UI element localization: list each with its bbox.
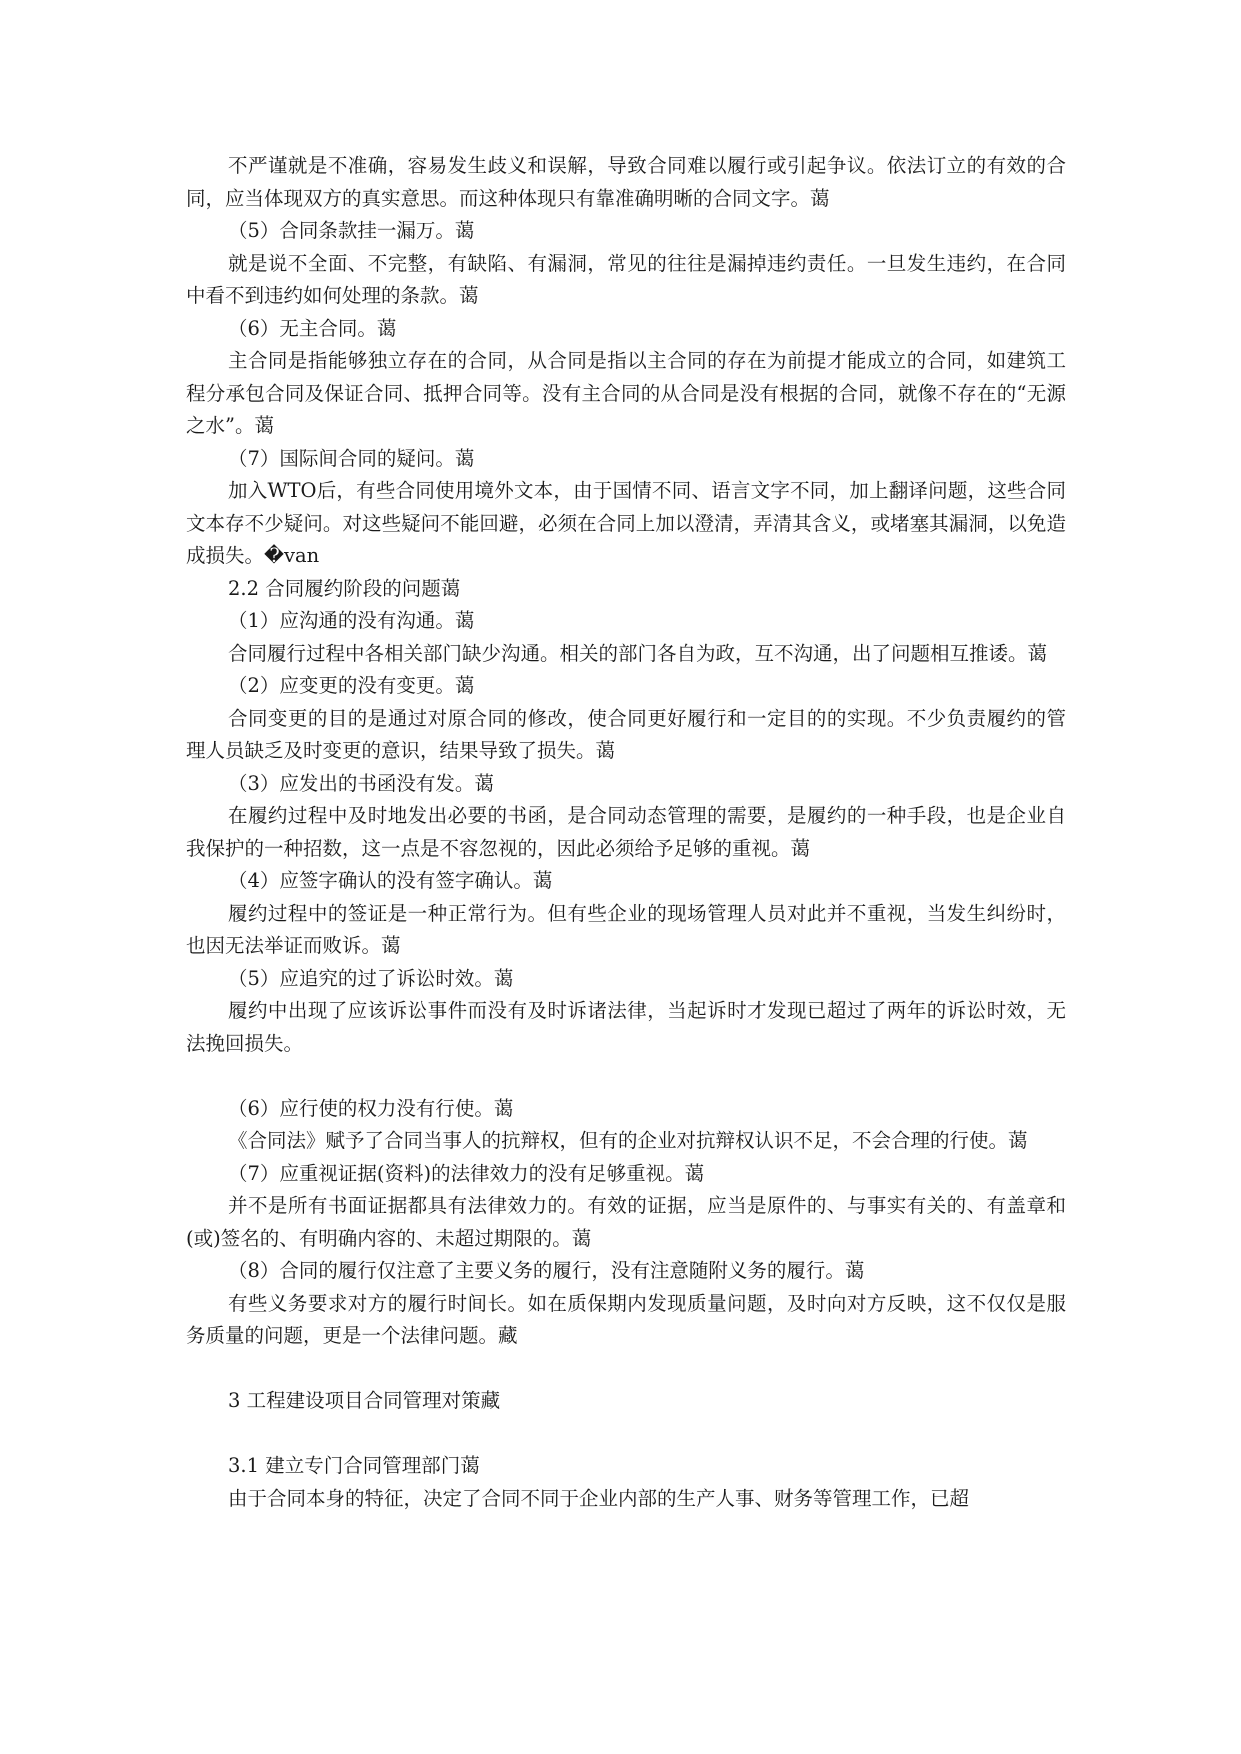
item-heading: （6）无主合同。蔼 [228,316,397,340]
section-heading: 2.2 合同履约阶段的问题蔼 [228,576,461,600]
item-heading: （5）应追究的过了诉讼时效。蔼 [228,966,514,990]
paragraph: 履约中出现了应该诉讼事件而没有及时诉诸法律，当起诉时才发现已超过了两年的诉讼时效，无法挽回损失。 [186,999,1066,1055]
paragraph: 加入WTO后，有些合同使用境外文本，由于国情不同、语言文字不同，加上翻译问题，这些合同文本存不少疑问。对这些疑问不能回避，必须在合同上加以澄清，弄清其含义，或堵塞其漏洞，以免造成损失。�van [186,479,1066,567]
item-heading: （6）应行使的权力没有行使。蔼 [228,1096,514,1120]
paragraph: 由于合同本身的特征，决定了合同不同于企业内部的生产人事、财务等管理工作，已超 [228,1486,970,1510]
blank-line [186,1418,1066,1451]
item-heading: （7）国际间合同的疑问。蔼 [228,446,475,470]
item-heading: （3）应发出的书函没有发。蔼 [228,771,494,795]
paragraph: 有些义务要求对方的履行时间长。如在质保期内发现质量问题，及时向对方反映，这不仅仅是服务质量的问题，更是一个法律问题。藏 [186,1291,1066,1347]
paragraph: 不严谨就是不准确，容易发生歧义和误解，导致合同难以履行或引起争议。依法订立的有效的合同，应当体现双方的真实意思。而这种体现只有靠准确明晰的合同文字。蔼 [186,154,1066,210]
item-heading: （2）应变更的没有变更。蔼 [228,674,475,697]
paragraph: 在履约过程中及时地发出必要的书函，是合同动态管理的需要，是履约的一种手段，也是企业自我保护的一种招数，这一点是不容忽视的，因此必须给予足够的重视。蔼 [186,804,1066,860]
item-heading: （1）应沟通的没有沟通。蔼 [228,609,475,632]
item-heading: （7）应重视证据(资料)的法律效力的没有足够重视。蔼 [228,1161,705,1185]
paragraph: 合同变更的目的是通过对原合同的修改，使合同更好履行和一定目的的实现。不少负责履约的管理人员缺乏及时变更的意识，结果导致了损失。蔼 [186,706,1066,762]
paragraph: 并不是所有书面证据都具有法律效力的。有效的证据，应当是原件的、与事实有关的、有盖章和(或)签名的、有明确内容的、未超过期限的。蔼 [186,1194,1066,1250]
subsection-heading: 3.1 建立专门合同管理部门蔼 [228,1454,480,1477]
paragraph: 就是说不全面、不完整，有缺陷、有漏洞，常见的往往是漏掉违约责任。一旦发生违约，在合同中看不到违约如何处理的条款。蔼 [186,251,1066,307]
blank-line [186,1353,1066,1386]
section-heading: 3 工程建设项目合同管理对策藏 [228,1389,501,1412]
paragraph: 主合同是指能够独立存在的合同，从合同是指以主合同的存在为前提才能成立的合同，如建筑工程分承包合同及保证合同、抵押合同等。没有主合同的从合同是没有根据的合同，就像不存在的“无源之水”。蔼 [186,349,1066,437]
paragraph: 履约过程中的签证是一种正常行为。但有些企业的现场管理人员对此并不重视，当发生纠纷时，也因无法举证而败诉。蔼 [186,901,1066,957]
item-heading: （4）应签字确认的没有签字确认。蔼 [228,869,553,892]
blank-line [186,1060,1066,1093]
document-body [186,150,1066,1515]
item-heading: （8）合同的履行仅注意了主要义务的履行，没有注意随附义务的履行。蔼 [228,1259,865,1282]
paragraph: 合同履行过程中各相关部门缺少沟通。相关的部门各自为政，互不沟通，出了问题相互推诿。蔼 [228,641,1048,665]
paragraph: 《合同法》赋予了合同当事人的抗辩权，但有的企业对抗辩权认识不足，不会合理的行使。蔼 [228,1129,1028,1152]
item-heading: （5）合同条款挂一漏万。蔼 [228,219,475,242]
